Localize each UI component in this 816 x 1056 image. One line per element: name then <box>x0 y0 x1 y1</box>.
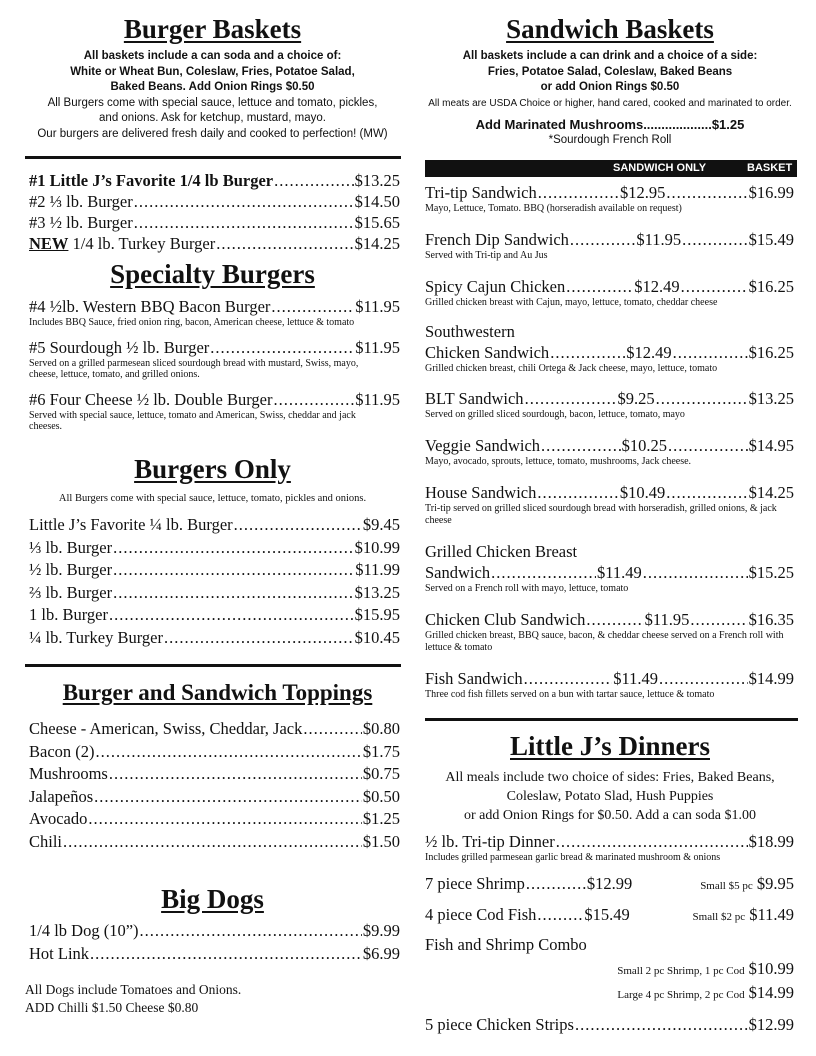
specialty-burgers-section <box>25 259 400 290</box>
menu-item <box>425 435 794 482</box>
add-mushrooms: Add Marinated Mushrooms...................$1.25 <box>475 117 745 132</box>
menu-item <box>425 904 794 928</box>
item-name: ¼ lb. Turkey Burger <box>29 627 163 647</box>
menu-item <box>29 718 400 741</box>
item-name: #6 Four Cheese ½ lb. Double Burger <box>29 389 273 409</box>
dinners-list <box>425 831 794 1003</box>
sandwich-price: $11.49 <box>596 563 642 582</box>
menu-item <box>29 389 400 433</box>
sandwich-price: $11.49 <box>613 669 659 688</box>
menu-item <box>29 808 400 831</box>
item-price: $9.99 <box>362 921 400 940</box>
item-name: Bacon (2) <box>29 741 95 761</box>
basket-price: $15.25 <box>748 563 794 582</box>
intro-line: All baskets include a can drink and a choice of a side: <box>462 50 758 62</box>
item-price: $11.95 <box>355 297 400 316</box>
burger-baskets-section <box>25 14 400 142</box>
item-price: $14.25 <box>354 234 400 253</box>
chicken-strips <box>425 1014 794 1035</box>
burgers-only-list <box>29 514 400 649</box>
item-price: $0.80 <box>362 719 400 738</box>
menu-item <box>29 233 400 254</box>
menu-item <box>29 170 400 191</box>
item-description: Mayo, avocado, sprouts, lettuce, tomato, mushrooms, Jack cheese. <box>425 456 692 467</box>
item-price: $9.45 <box>362 515 400 534</box>
intro-line: All meats are USDA Choice or higher, hand cared, cooked and marinated to order. <box>428 97 792 109</box>
menu-item <box>425 1014 794 1035</box>
small-label: Small 2 pc Shrimp, 1 pc Cod <box>617 964 745 977</box>
item-description: Served on a French roll with mayo, lettuce, tomato <box>425 583 629 594</box>
item-name: 1/4 lb Dog (10”) <box>29 921 139 940</box>
menu-item <box>425 873 794 897</box>
note-line: ADD Chilli $1.50 Cheese $0.80 <box>25 1000 199 1015</box>
sandwich-price: $10.25 <box>621 436 668 455</box>
specialty-burgers-list <box>29 296 400 433</box>
item-price: $10.99 <box>354 537 400 557</box>
menu-item <box>425 321 794 388</box>
item-name: Little J’s Favorite ¼ lb. Burger <box>29 515 233 534</box>
col-basket: BASKET <box>747 162 793 174</box>
item-description: Mayo, Lettuce, Tomato. BBQ (horseradish available on request) <box>425 203 682 214</box>
item-description: Served with Tri-tip and Au Jus <box>425 250 548 261</box>
item-name: Tri-tip Sandwich <box>425 183 537 202</box>
basket-price: $16.25 <box>748 277 795 296</box>
item-price: $1.25 <box>362 809 400 828</box>
basket-price: $15.49 <box>748 230 795 249</box>
combo-small <box>425 959 794 979</box>
item-price: $11.95 <box>355 389 400 409</box>
sandwich-price: $11.95 <box>636 230 682 249</box>
small-label: Small $2 pc <box>692 910 746 923</box>
item-name: #5 Sourdough ½ lb. Burger <box>29 337 210 357</box>
menu-item <box>29 514 400 537</box>
item-name: Spicy Cajun Chicken <box>425 277 566 296</box>
toppings-section <box>25 680 410 706</box>
dinners-title: Little J’s Dinners <box>510 731 710 761</box>
item-price: $1.75 <box>362 741 400 761</box>
item-name: Chicken Club Sandwich <box>425 610 586 629</box>
basket-price: $16.99 <box>748 183 795 202</box>
divider <box>25 664 401 667</box>
menu-item <box>425 276 794 321</box>
intro-line: Fries, Potatoe Salad, Coleslaw, Baked Beans <box>487 65 733 78</box>
sandwich-price: $10.49 <box>619 483 666 502</box>
item-price: $0.75 <box>362 764 400 783</box>
item-name: #1 Little J’s Favorite 1/4 lb Burger <box>29 171 274 190</box>
small-price: $11.49 <box>749 904 794 924</box>
item-price: $15.49 <box>584 904 630 924</box>
menu-item <box>425 388 794 435</box>
burger-baskets-title: Burger Baskets <box>123 14 302 44</box>
menu-item <box>29 604 400 627</box>
item-name: Hot Link <box>29 943 90 963</box>
burgers-only-intro: All Burgers come with special sauce, lettuce, tomato, pickles and onions. <box>58 493 367 504</box>
item-name: #3 ½ lb. Burger <box>29 213 133 232</box>
sandwich-baskets-section <box>425 14 795 148</box>
item-description: Grilled chicken breast, chili Ortega & Jack cheese, mayo, lettuce, tomato <box>425 363 718 374</box>
item-price: $12.99 <box>748 1015 794 1034</box>
intro-line: All baskets include a can soda and a choice of: <box>83 50 342 62</box>
item-name-prefix: Southwestern <box>425 322 515 341</box>
item-price: $1.50 <box>362 831 400 851</box>
menu-item <box>425 934 794 1003</box>
small-price: $10.99 <box>748 958 794 978</box>
item-name: Fish and Shrimp Combo <box>425 934 587 954</box>
item-name: BLT Sandwich <box>425 389 524 408</box>
menu-item <box>425 482 794 541</box>
item-name: 7 piece Shrimp <box>425 873 525 893</box>
menu-item <box>425 831 794 864</box>
intro-line: Coleslaw, Potato Slad, Hush Puppies <box>506 789 714 804</box>
col-sandwich-only: SANDWICH ONLY <box>613 162 707 174</box>
intro-line: and onions. Ask for ketchup, mustard, mayo. <box>99 112 326 124</box>
item-name: Chicken Sandwich <box>425 343 550 362</box>
basket-price: $16.25 <box>748 343 794 362</box>
intro-line: or add Onion Rings $0.50 <box>540 81 680 93</box>
menu-item <box>29 920 400 943</box>
basket-price: $14.99 <box>748 669 794 688</box>
item-description: Grilled chicken breast, BBQ sauce, bacon, & cheddar cheese served on a French roll with lettuce & tomato <box>425 630 784 653</box>
item-name: 4 piece Cod Fish <box>425 904 537 924</box>
big-dogs-title: Big Dogs <box>161 884 264 914</box>
small-price: $9.95 <box>756 873 794 893</box>
burger-baskets-list <box>29 170 400 254</box>
item-name-prefix: Grilled Chicken Breast <box>425 542 578 561</box>
large-label: Large 4 pc Shrimp, 2 pc Cod <box>617 988 745 1001</box>
new-badge: NEW <box>29 234 69 253</box>
basket-price: $16.35 <box>748 610 795 629</box>
menu-item <box>29 212 400 233</box>
item-price: $15.65 <box>354 213 400 232</box>
intro-line: All Burgers come with special sauce, lettuce and tomato, pickles, <box>47 96 378 109</box>
divider <box>425 718 798 721</box>
note-line: All Dogs include Tomatoes and Onions. <box>25 982 242 997</box>
intro-line: All meals include two choice of sides: Fries, Baked Beans, <box>445 770 775 785</box>
item-price: $6.99 <box>362 943 400 963</box>
sandwich-price: $12.95 <box>619 183 666 202</box>
item-name: 1/4 lb. Turkey Burger <box>72 234 216 253</box>
toppings-list <box>29 718 400 853</box>
menu-item <box>29 296 400 329</box>
intro-line: or add Onion Rings for $0.50. Add a can soda $1.00 <box>463 808 757 823</box>
small-label: Small $5 pc <box>700 879 753 892</box>
combo-large <box>425 983 794 1003</box>
burgers-only-section <box>25 454 400 504</box>
toppings-title: Burger and Sandwich Toppings <box>62 680 373 705</box>
item-description: Served on a grilled parmesean sliced sourdough bread with mustard, Swiss, mayo, cheese, lettuce, tomato, and grilled onions. <box>29 357 359 380</box>
menu-item <box>29 627 400 650</box>
item-name: Sandwich <box>425 563 491 582</box>
dinners-section <box>425 731 795 825</box>
item-name: 1 lb. Burger <box>29 605 108 624</box>
item-price: $13.25 <box>354 171 400 190</box>
menu-item <box>29 763 400 786</box>
sandwich-baskets-title: Sandwich Baskets <box>506 14 714 44</box>
price-column-header <box>425 160 797 177</box>
sandwich-baskets-intro <box>425 49 795 148</box>
menu-item <box>29 191 400 212</box>
item-name: ½ lb. Burger <box>29 560 113 579</box>
basket-price: $13.25 <box>748 389 794 408</box>
item-name: Avocado <box>29 809 88 828</box>
item-description: Includes BBQ Sauce, fried onion ring, bacon, American cheese, lettuce & tomato <box>29 317 355 328</box>
menu-item <box>425 182 794 229</box>
item-name: ⅓ lb. Burger <box>29 537 113 557</box>
item-name: ⅔ lb. Burger <box>29 582 113 602</box>
item-price: $11.99 <box>355 560 400 579</box>
item-price: $12.99 <box>586 873 633 893</box>
item-price: $10.45 <box>354 627 400 647</box>
item-name: ½ lb. Tri-tip Dinner <box>425 832 555 851</box>
item-description: Grilled chicken breast with Cajun, mayo, lettuce, tomato, cheddar cheese <box>425 297 718 308</box>
menu-item <box>425 229 794 276</box>
item-description: Three cod fish fillets served on a bun with tartar sauce, lettuce & tomato <box>425 689 715 700</box>
sandwich-price: $9.25 <box>617 389 655 408</box>
dinners-intro <box>425 768 795 825</box>
burgers-only-title: Burgers Only <box>134 454 291 484</box>
item-price: $13.25 <box>354 582 400 602</box>
intro-line: White or Wheat Bun, Coleslaw, Fries, Potatoe Salad, <box>70 65 355 78</box>
item-price: $0.50 <box>362 786 400 806</box>
specialty-burgers-title: Specialty Burgers <box>110 259 315 289</box>
menu-item <box>29 831 400 854</box>
menu-item <box>425 609 794 668</box>
menu-item <box>425 668 794 701</box>
burger-baskets-intro <box>25 49 400 142</box>
item-name: #4 ½lb. Western BBQ Bacon Burger <box>29 297 271 316</box>
item-name: French Dip Sandwich <box>425 230 569 249</box>
item-name: Mushrooms <box>29 764 108 783</box>
intro-line: Our burgers are delivered fresh daily and cooked to perfection! (MW) <box>37 127 388 140</box>
item-price: $14.50 <box>354 192 400 211</box>
item-description: Tri-tip served on grilled sliced sourdough bread with horseradish, grilled onions, & jack cheese <box>425 503 777 526</box>
large-price: $14.99 <box>748 982 794 1002</box>
item-name: Jalapeños <box>29 786 94 806</box>
menu-item <box>29 582 400 605</box>
menu-item <box>425 541 794 609</box>
item-price: $15.95 <box>354 605 400 624</box>
sandwich-list <box>425 182 794 701</box>
intro-line: Baked Beans. Add Onion Rings $0.50 <box>110 81 315 93</box>
menu-item <box>29 559 400 582</box>
menu-item <box>29 786 400 809</box>
menu-item <box>29 337 400 381</box>
item-name: House Sandwich <box>425 483 537 502</box>
menu-item <box>29 943 400 966</box>
item-price: $11.95 <box>355 337 400 357</box>
item-name: Veggie Sandwich <box>425 436 541 455</box>
big-dogs-note <box>25 981 385 1017</box>
item-description: Served with special sauce, lettuce, tomato and American, Swiss, cheddar and jack cheeses. <box>29 409 356 432</box>
sandwich-price: $12.49 <box>626 343 672 362</box>
menu-item <box>29 537 400 560</box>
sandwich-price: $12.49 <box>634 277 680 296</box>
item-name: #2 ⅓ lb. Burger <box>29 192 133 211</box>
item-description: Includes grilled parmesean garlic bread & marinated mushroom & onions <box>425 852 721 863</box>
item-name: Cheese - American, Swiss, Cheddar, Jack <box>29 719 303 738</box>
roll-note: *Sourdough French Roll <box>548 133 672 146</box>
item-description: Served on grilled sliced sourdough, bacon, lettuce, tomato, mayo <box>425 409 685 420</box>
item-name: Chili <box>29 831 63 851</box>
basket-price: $14.25 <box>748 483 795 502</box>
big-dogs-section <box>25 884 400 915</box>
divider <box>25 156 401 159</box>
basket-price: $14.95 <box>748 436 794 455</box>
sandwich-price: $11.95 <box>644 610 690 629</box>
menu-item <box>29 741 400 764</box>
big-dogs-list <box>29 920 400 965</box>
item-name: Fish Sandwich <box>425 669 523 688</box>
item-price: $18.99 <box>748 832 794 851</box>
item-name: 5 piece Chicken Strips <box>425 1015 574 1034</box>
